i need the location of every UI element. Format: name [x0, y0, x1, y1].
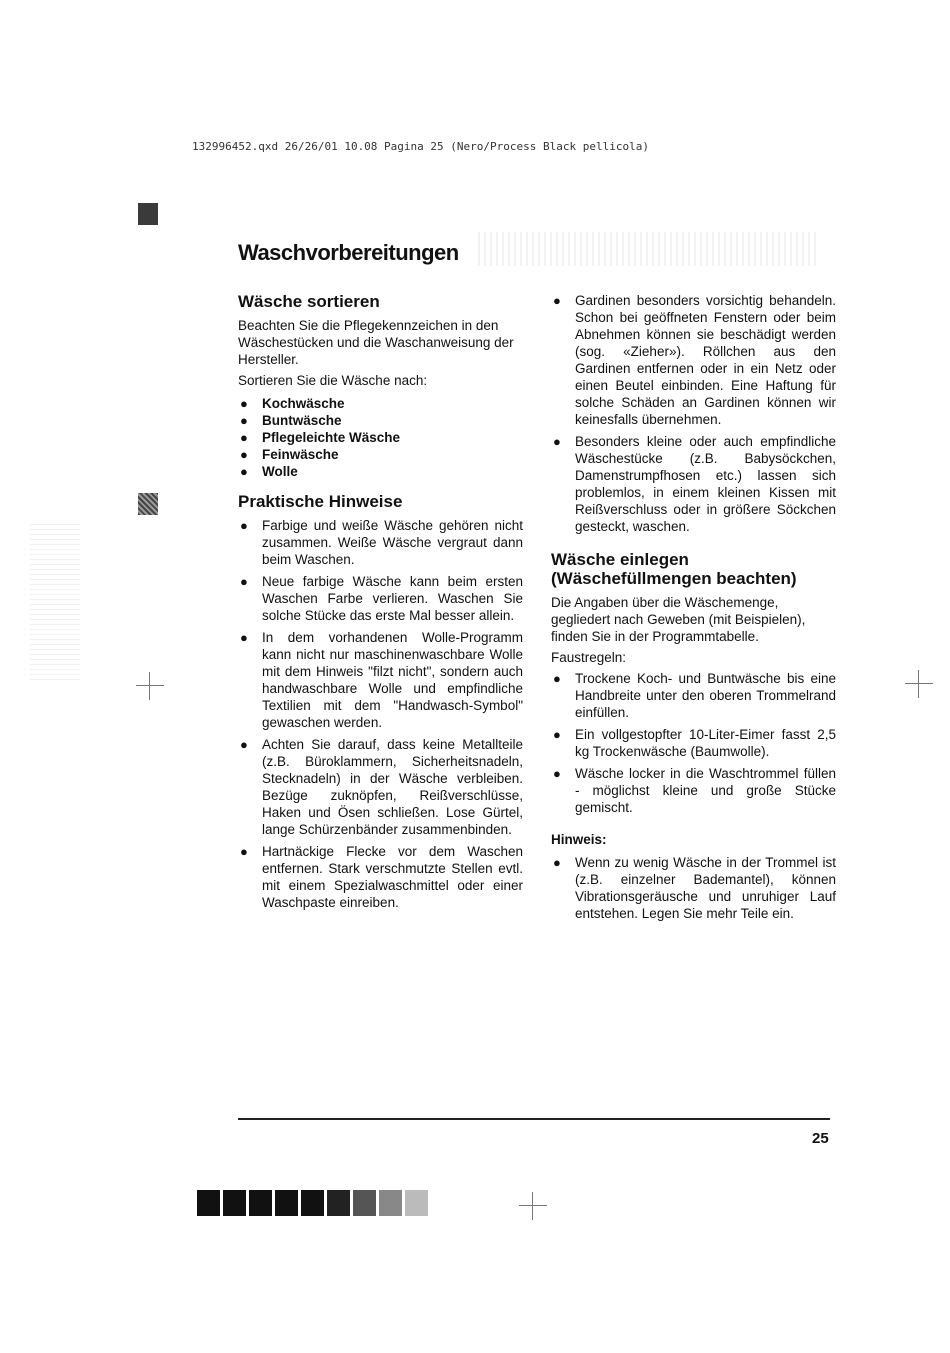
bullet-icon: ●: [553, 727, 561, 742]
color-swatch: [249, 1190, 272, 1216]
color-swatch: [379, 1190, 402, 1216]
hinweis-list: [551, 854, 836, 922]
bullet-icon: ●: [240, 518, 248, 533]
color-swatch: [301, 1190, 324, 1216]
list-item: ● Pflegeleichte Wäsche: [240, 430, 401, 445]
scan-speckle: [30, 520, 80, 680]
bullet-icon: ●: [553, 766, 561, 781]
list-item: ● Farbige und weiße Wäsche gehören nicht zusammen. Weiße Wäsche vergraut dann beim Waschen.: [240, 518, 523, 567]
bullet-icon: ●: [553, 671, 561, 686]
list-item: ● Besonders kleine oder auch empfindliche Wäschestücke (z.B. Babysöckchen, Damenstrumpfhosen etc.) lassen sich problemlos, in einem kleinen Kissen mit Reißverschluss oder in größere Söckchen gesteckt, waschen.: [553, 434, 836, 534]
color-swatch: [275, 1190, 298, 1216]
sortieren-lead: Sortieren Sie die Wäsche nach:: [238, 373, 428, 388]
bullet-icon: ●: [240, 396, 248, 411]
footer-rule: [238, 1118, 830, 1120]
section-heading-sortieren: Wäsche sortieren: [238, 292, 380, 311]
section-heading-hinweis: Hinweis:: [551, 832, 607, 847]
list-item: ● Wäsche locker in die Waschtrommel füllen - möglichst kleine und große Stücke gemischt.: [553, 766, 836, 815]
page-title: Waschvorbereitungen: [238, 240, 459, 265]
bullet-icon: ●: [553, 434, 561, 449]
list-item: ● Buntwäsche: [240, 413, 342, 428]
crosshair-mark-left: [136, 672, 164, 700]
list-item: ● Achten Sie darauf, dass keine Metallteile (z.B. Büroklammern, Sicherheitsnadeln, Stecknadeln) in der Wäsche verbleiben. Bezüge zuknöpfen, Reißverschlüsse, Haken und Ösen schließen. Lose Gürtel, lange Schürzenbänder zusammenbinden.: [240, 737, 523, 837]
page-number: 25: [812, 1130, 829, 1147]
bullet-icon: ●: [553, 293, 561, 308]
bullet-icon: ●: [240, 737, 248, 752]
faustregeln-label: Faustregeln:: [551, 650, 627, 665]
bullet-icon: ●: [240, 464, 248, 479]
gardinen-list: [551, 292, 836, 535]
bullet-icon: ●: [553, 855, 561, 870]
section-heading-hinweise: Praktische Hinweise: [238, 492, 403, 511]
left-column: [238, 292, 523, 916]
sortieren-intro: Beachten Sie die Pflegekennzeichen in den Wäschestücken und die Waschanweisung der Hersteller.: [238, 318, 514, 367]
list-item: ● In dem vorhandenen Wolle-Programm kann nicht nur maschinenwaschbare Wolle mit dem Hinweis "filzt nicht", sondern auch handwaschbare Wolle und empfindliche Textilien mit dem "Handwasch-Symbol" gewaschen werden.: [240, 630, 523, 730]
sort-list: [238, 395, 523, 480]
bullet-icon: ●: [240, 844, 248, 859]
faustregeln-list: [551, 670, 836, 816]
section-heading-einlegen: Wäsche einlegen (Wäschefüllmengen beachten): [551, 550, 797, 588]
crosshair-mark-bottom: [519, 1192, 547, 1220]
crosshair-mark-right: [905, 670, 933, 698]
list-item: ● Wenn zu wenig Wäsche in der Trommel ist (z.B. einzelner Bademantel), können Vibrationsgeräusche und unruhiger Lauf entstehen. Legen Sie mehr Teile ein.: [553, 855, 836, 921]
list-item: ● Trockene Koch- und Buntwäsche bis eine Handbreite unter den oberen Trommelrand einfüllen.: [553, 671, 836, 720]
list-item: ● Kochwäsche: [240, 396, 345, 411]
list-item: ● Gardinen besonders vorsichtig behandeln. Schon bei geöffneten Fenstern oder beim Abnehmen können sie beschädigt werden (sog. «Zieher»). Röllchen aus den Gardinen entfernen oder in ein Netz oder einen Beutel einbinden. Eine Haftung für solche Schäden an Gardinen können wir keinesfalls übernehmen.: [553, 293, 836, 427]
right-column: [551, 292, 836, 927]
list-item: ● Feinwäsche: [240, 447, 339, 462]
print-slug: 132996452.qxd 26/26/01 10.08 Pagina 25 (Nero/Process Black pellicola): [192, 140, 649, 153]
color-swatch: [353, 1190, 376, 1216]
list-item: ● Hartnäckige Flecke vor dem Waschen entfernen. Stark verschmutzte Stellen evtl. mit einem Spezialwaschmittel oder einer Waschpaste einreiben.: [240, 844, 523, 910]
einlegen-intro: Die Angaben über die Wäschemenge, gegliedert nach Geweben (mit Beispielen), finden Sie in der Programmtabelle.: [551, 595, 806, 644]
hinweise-list: [238, 517, 523, 911]
registration-block-top: [138, 203, 158, 225]
bullet-icon: ●: [240, 413, 248, 428]
print-color-bar: [197, 1190, 428, 1216]
list-item: ● Neue farbige Wäsche kann beim ersten Waschen Farbe verlieren. Waschen Sie solche Stücke das erste Mal besser allein.: [240, 574, 523, 623]
color-swatch: [197, 1190, 220, 1216]
list-item: ● Wolle: [240, 464, 298, 479]
bullet-icon: ●: [240, 447, 248, 462]
title-background-noise: [478, 232, 818, 266]
color-swatch: [223, 1190, 246, 1216]
color-swatch: [327, 1190, 350, 1216]
color-swatch: [405, 1190, 428, 1216]
bullet-icon: ●: [240, 430, 248, 445]
registration-block-middle: [138, 493, 158, 515]
bullet-icon: ●: [240, 574, 248, 589]
list-item: ● Ein vollgestopfter 10-Liter-Eimer fasst 2,5 kg Trockenwäsche (Baumwolle).: [553, 727, 836, 759]
bullet-icon: ●: [240, 630, 248, 645]
